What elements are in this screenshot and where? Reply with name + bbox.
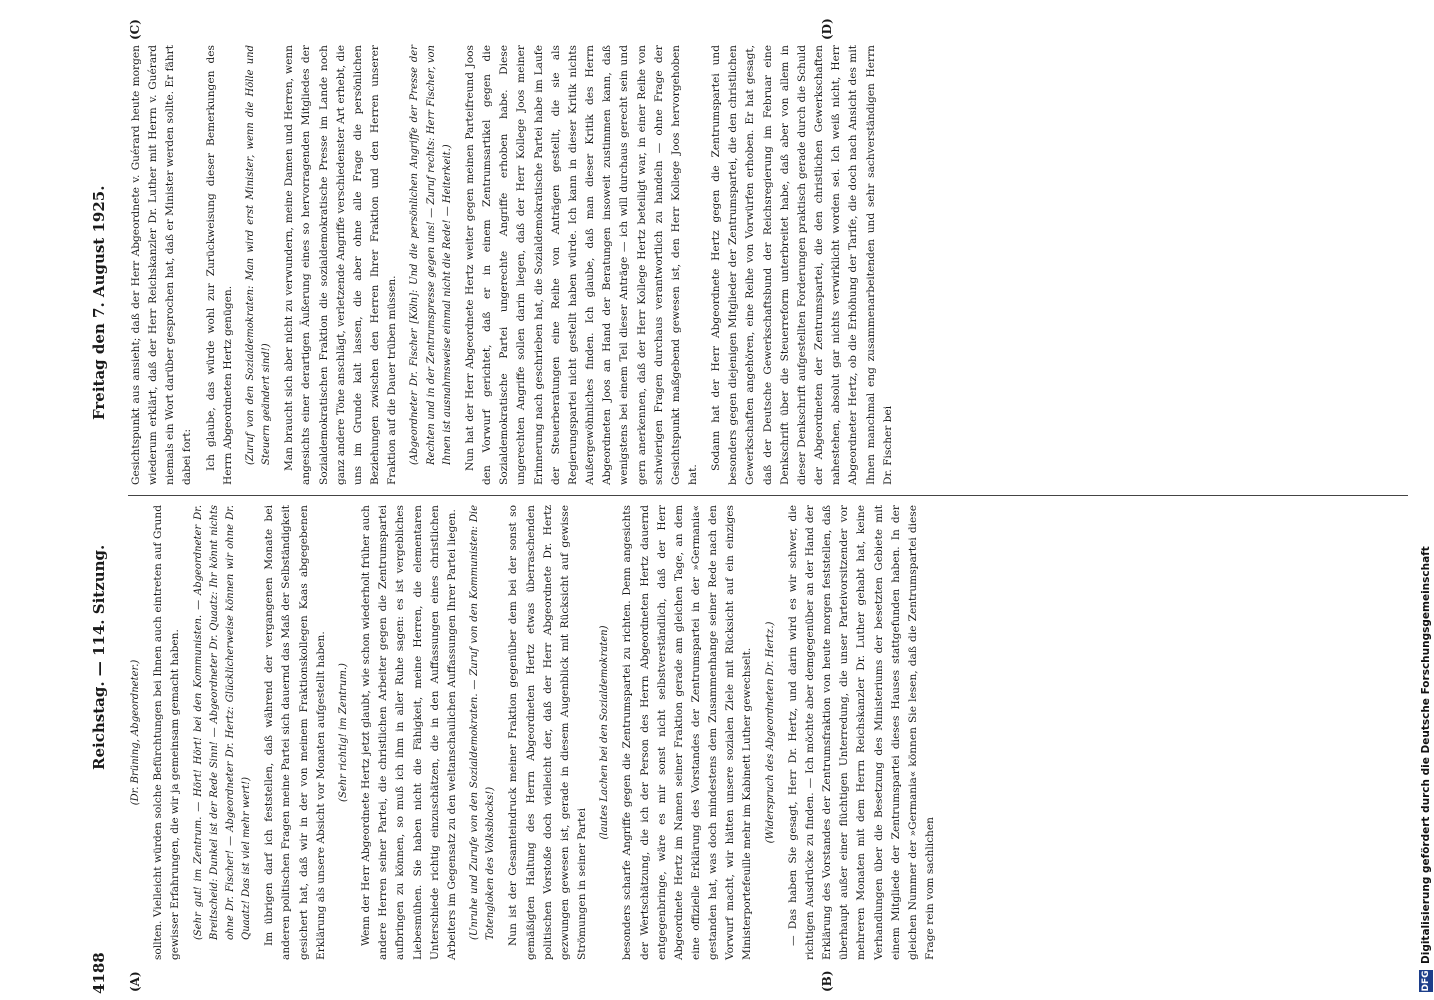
paragraph: Gesichtspunkt aus ansieht; daß der Herr Abgeordnete v. Guérard heute morgen wiederum erklärt, daß der Herr Reichskanzler Dr. Luther mit Herrn v. Guérard niemals ein Wort darüber gesprochen hat, daß er Minister werden sollte. Er fährt dabei fort: [130, 45, 194, 485]
paragraph: Nun ist der Gesamteindruck meiner Fraktion gegenüber dem bei der sonst so gemäßigten Haltung des Herrn Abgeordneten Hertz etwas überraschenden politischen Vorstoße doch vielleicht der, daß der Herr Abgeordnete Dr. Hertz gezwungen gewesen ist, gerade in diesem Augenblick mit Rücksicht auf gewisse Strömungen in seiner Partei [507, 505, 588, 960]
paragraph: Man braucht sich aber nicht zu verwundern, meine Damen und Herren, wenn angesichts einer derartigen Äußerung eines so hervorragenden Mitgliedes der Sozialdemokratischen Fraktion die sozialdemokratische Presse im Lande noch ganz andere Töne anschlägt, verletzende Angriffe verschiedenster Art erhebt, die uns im Grunde kalt lassen, die aber ohne alle Frage die persönlichen Beziehungen zwischen den Herren Ihrer Fraktion und den Herren unserer Fraktion auf die Dauer trüben müssen. [283, 45, 399, 485]
paragraph: sollten. Vielleicht würden solche Befürchtungen bei Ihnen auch eintreten auf Grund gewisser Erfahrungen, die wir ja gemeinsam gemacht haben. [152, 505, 182, 960]
dfg-logo: DFG [1421, 970, 1431, 992]
interjection: (Sehr gut! im Zentrum. — Hört! Hört! bei den Kommunisten. — Abgeordneter Dr. Breitscheid: Dunkel ist der Rede Sinn! — Abgeordneter Dr. Quaatz: Ihr könnt nichts ohne Dr. Fischer! — Abgeordneter Dr. Hertz: Glücklicherweise können wir ohne Dr. Quaatz! Das ist viel mehr wert!) [192, 505, 253, 940]
paragraph: Nun hat der Herr Abgeordnete Hertz weiter gegen meinen Parteifreund Joos den Vorwurf gerichtet, daß er in einem Zentrumsartikel gegen die Sozialdemokratische Partei ungerechte Angriffe erhoben habe. Diese ungerechten Angriffe sollen darin liegen, daß der Herr Kollege Joos meiner Erinnerung nach geschrieben hat, die Sozialdemokratische Partei habe im Laufe der Steuerberatungen eine Reihe von Anträgen gestellt, die sie als Regierungspartei nicht gestellt haben würde. Ich kann in dieser Kritik nichts Außergewöhnliches finden. Ich glaube, daß man dieser Kritik des Herrn Abgeordneten Joos an Hand der Beratungen insoweit zustimmen kann, daß wenigstens bei einem Teil dieser Anträge — ich will durchaus gerecht sein und gern anerkennen, daß der Herr Kollege Hertz beteiligt war, in einer Reihe von schwierigen Fragen durchaus verantwortlich zu handeln — ohne Frage der Gesichtspunkt maßgebend gewesen ist, den Herr Kollege Joos hervorgehoben hat. [463, 45, 699, 485]
credit-text: Digitalisierung gefördert durch die Deutsche Forschungsgemeinschaft [1420, 546, 1432, 964]
speaker-line: (Dr. Brüning, Abgeordneter.) [130, 659, 141, 806]
margin-marker-a: (A) [128, 971, 142, 992]
page-title: Reichstag. — 114. Sitzung. [90, 544, 108, 770]
paragraph: besonders scharfe Angriffe gegen die Zentrumspartei zu richten. Denn angesichts der Wertschätzung, die ich der Person des Herrn Abgeordneten Hertz dauernd entgegenbringe, wäre es mir sonst nicht selbstverständlich, daß der Herr Abgeordnete Hertz im Namen seiner Fraktion gerade am gleichen Tage, an dem eine offizielle Erklärung des Vorstandes der Zentrumspartei in der »Germania« gestanden hat, was doch mindestens dem Zusammenhange seiner Rede nach den Vorwurf macht, wir hätten unsere sozialen Ziele mit Rücksicht auf ein einziges Ministerportefeuille mehr im Kabinett Luther gewechselt. [621, 505, 754, 960]
paragraph: Wenn der Herr Abgeordnete Hertz jetzt glaubt, wie schon wiederholt früher auch andere Herren seiner Partei, die christlichen Arbeiter gegen die Zentrumspartei aufbringen zu können, so muß ich ihm in aller Ruhe sagen: es ist vergebliches Liebesmühen. Sie haben nicht die Fähigkeit, meine Herren, die elementaren Unterschiede richtig einzuschätzen, die in den Auffassungen eines christlichen Arbeiters im Gegensatz zu den weltanschaulichen Auffassungen Ihrer Partei liegen. [360, 505, 458, 960]
paragraph: Ich glaube, das würde wohl zur Zurückweisung dieser Bemerkungen des Herrn Abgeordneten Hertz genügen. [204, 45, 234, 485]
paragraph: — Das haben Sie gesagt, Herr Dr. Hertz, und darin wird es wir schwer, die richtigen Ausdrücke zu finden. — Ich möchte aber demgegenüber an der Hand der Erklärung des Vorstandes der Zentrumsfraktion von heute morgen feststellen, daß überhaupt außer einer flüchtigen Unterredung, die unser Parteivorsitzender vor mehreren Monaten mit dem Herrn Reichskanzler Dr. Luther gehabt hat, keine Verhandlungen über die Besetzung des Ministeriums der besetzten Gebiete mit einem Mitgliede der Zentrumspartei dieses Hauses stattgefunden haben. In der gleichen Nummer der »Germania« können Sie lesen, daß die Zentrumspartei diese Frage rein vom sachlichen [786, 505, 937, 960]
digitization-credit [1418, 0, 1434, 1000]
page-header [90, 0, 126, 1000]
interjection: (lautes Lachen bei den Sozialdemokraten) [599, 625, 611, 840]
left-column [128, 505, 945, 960]
margin-marker-b: (B) [820, 970, 834, 992]
margin-marker-c: (C) [128, 19, 142, 40]
interjection: (Abgeordneter Dr. Fischer [Köln]: Und die persönlichen Angriffe der Presse der Rechten und in der Zentrumspresse gegen uns! — Zuruf rechts: Herr Fischer, von Ihnen ist ausnahmsweise einmal nicht die Rede! — Heiterkeit.) [409, 45, 453, 465]
page-date: Freitag den 7. August 1925. [90, 185, 108, 420]
paragraph: Im übrigen darf ich feststellen, daß während der vergangenen Monate bei anderen politischen Fragen meine Partei sich dauernd das Maß der Selbständigkeit gesichert hat, daß wir in der von meinem Fraktionskollegen Kaas abgegebenen Erklärung als unsere Absicht vor Monaten aufgestellt haben. [263, 505, 327, 960]
right-column [128, 45, 903, 485]
interjection: (Zuruf von den Sozialdemokraten: Man wird erst Minister, wenn die Hölle und Steuern geändert sind!) [244, 45, 273, 465]
page-number: 4188 [90, 952, 108, 994]
interjection: (Widerspruch des Abgeordneten Dr. Hertz.) [764, 621, 776, 844]
margin-marker-d: (D) [820, 18, 834, 40]
interjection: (Unruhe und Zurufe von den Sozialdemokraten. — Zuruf von den Kommunisten: Die Totengloken des Volksblocks!) [469, 505, 497, 940]
paragraph: Sodann hat der Herr Abgeordnete Hertz gegen die Zentrumspartei und besonders gegen diejenigen Mitglieder der Zentrumspartei, die den christlichen Gewerkschaften angehören, eine Reihe von Vorwürfen erhoben. Er hat gesagt, daß der Deutsche Gewerkschaftsbund der Reichsregierung im Februar eine Denkschrift über die Steuerreform unterbreitet habe, daß aber von allem in dieser Denkschrift aufgestellten Forderungen praktisch gerade durch die Schuld der Abgeordneten der Zentrumspartei, die den christlichen Gewerkschaften nahestehen, absolut gar nichts verwirklicht worden sei. Ich weiß nicht, Herr Abgeordneter Hertz, ob die Erhöhung der Tarife, die doch nach Ansicht des mit Ihnen manchmal eng zusammenarbeitenden und sehr sachverständigen Herrn Dr. Fischer bei [710, 45, 894, 485]
column-divider [128, 495, 1408, 496]
interjection: (Sehr richtig! im Zentrum.) [337, 663, 349, 802]
